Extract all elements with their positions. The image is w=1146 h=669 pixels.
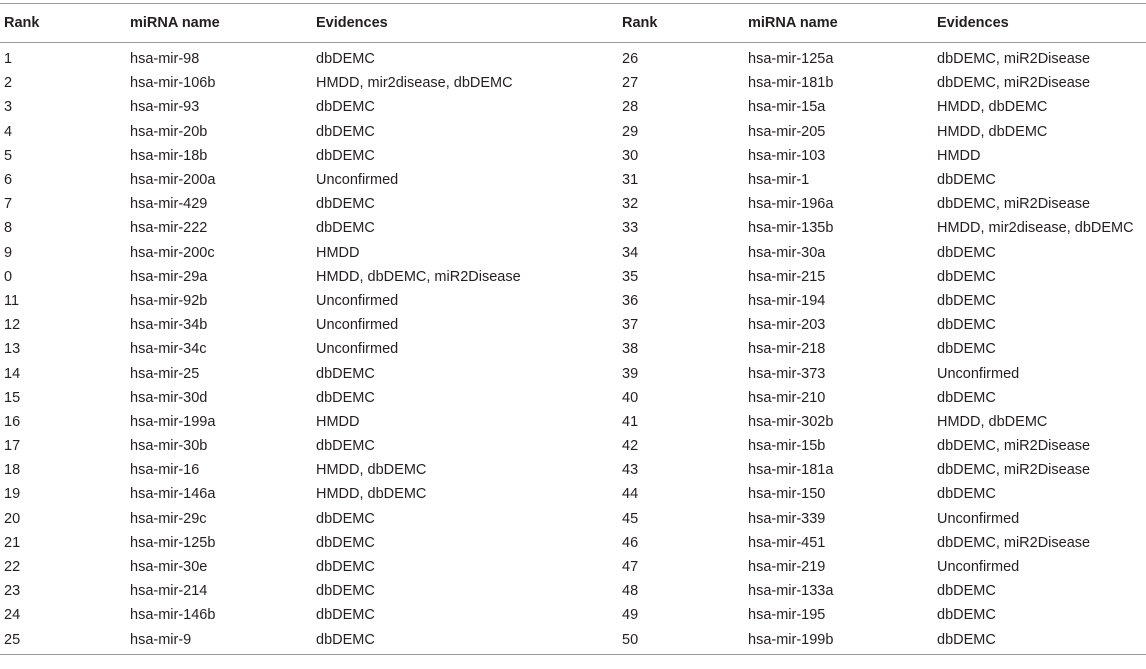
cell-rank-left: 9: [4, 244, 13, 261]
mirna-table-container: [0, 3, 1146, 655]
cell-rank-left: 12: [4, 317, 21, 334]
cell-evidences-right: dbDEMC: [937, 486, 996, 503]
cell-mirna-name-left: hsa-mir-146b: [130, 607, 216, 624]
cell-mirna-name-right: hsa-mir-181a: [748, 462, 834, 479]
cell-evidences-right: HMDD: [937, 147, 981, 164]
cell-rank-left: 2: [4, 75, 13, 92]
table-header: [0, 4, 1146, 43]
cell-evidences-left: dbDEMC: [316, 123, 375, 140]
cell-rank-right: 37: [622, 317, 639, 334]
table-row: [0, 43, 1146, 72]
cell-rank-left: 17: [4, 438, 21, 455]
cell-evidences-right: dbDEMC: [937, 268, 996, 285]
cell-evidences-right: Unconfirmed: [937, 559, 1020, 576]
cell-evidences-right: HMDD, dbDEMC: [937, 123, 1048, 140]
cell-mirna-name-right: hsa-mir-215: [748, 268, 826, 285]
cell-rank-right: 50: [622, 631, 639, 648]
cell-evidences-right: dbDEMC, miR2Disease: [937, 196, 1091, 213]
cell-mirna-name-right: hsa-mir-1: [748, 172, 810, 189]
cell-rank-left: 25: [4, 631, 21, 648]
cell-rank-left: 19: [4, 486, 21, 503]
cell-mirna-name-right: hsa-mir-203: [748, 317, 826, 334]
table-row: [0, 192, 1146, 216]
cell-evidences-left: Unconfirmed: [316, 317, 399, 334]
cell-evidences-left: dbDEMC: [316, 534, 375, 551]
cell-mirna-name-right: hsa-mir-15a: [748, 99, 826, 116]
cell-mirna-name-right: hsa-mir-194: [748, 292, 826, 309]
cell-rank-right: 34: [622, 244, 639, 261]
cell-evidences-right: dbDEMC, miR2Disease: [937, 534, 1091, 551]
cell-mirna-name-right: hsa-mir-133a: [748, 583, 834, 600]
cell-mirna-name-right: hsa-mir-150: [748, 486, 826, 503]
table-row: [0, 386, 1146, 410]
cell-rank-right: 49: [622, 607, 639, 624]
cell-evidences-left: dbDEMC: [316, 196, 375, 213]
table-row: [0, 120, 1146, 144]
cell-mirna-name-left: hsa-mir-200a: [130, 172, 216, 189]
table-row: [0, 361, 1146, 385]
cell-evidences-right: Unconfirmed: [937, 510, 1020, 527]
cell-mirna-name-right: hsa-mir-30a: [748, 244, 826, 261]
cell-mirna-name-left: hsa-mir-92b: [130, 292, 208, 309]
cell-rank-left: 23: [4, 583, 21, 600]
cell-rank-right: 38: [622, 341, 639, 358]
cell-mirna-name-right: hsa-mir-125a: [748, 51, 834, 68]
cell-rank-right: 45: [622, 510, 639, 527]
cell-mirna-name-left: hsa-mir-29c: [130, 510, 207, 527]
table-row: [0, 579, 1146, 603]
cell-evidences-left: dbDEMC: [316, 631, 375, 648]
cell-evidences-left: HMDD: [316, 413, 360, 430]
table-row: [0, 603, 1146, 627]
table-row: [0, 71, 1146, 95]
table-row: [0, 95, 1146, 119]
cell-mirna-name-right: hsa-mir-196a: [748, 196, 834, 213]
header-rank-right: Rank: [622, 15, 658, 31]
cell-rank-left: 21: [4, 534, 21, 551]
cell-mirna-name-left: hsa-mir-93: [130, 99, 200, 116]
cell-rank-left: 8: [4, 220, 13, 237]
cell-evidences-right: Unconfirmed: [937, 365, 1020, 382]
table-row: [0, 265, 1146, 289]
cell-mirna-name-left: hsa-mir-34c: [130, 341, 207, 358]
cell-evidences-left: dbDEMC: [316, 220, 375, 237]
cell-mirna-name-left: hsa-mir-30e: [130, 559, 208, 576]
cell-mirna-name-left: hsa-mir-20b: [130, 123, 208, 140]
cell-mirna-name-right: hsa-mir-195: [748, 607, 826, 624]
cell-rank-right: 39: [622, 365, 639, 382]
cell-evidences-right: dbDEMC: [937, 292, 996, 309]
cell-rank-right: 47: [622, 559, 639, 576]
cell-rank-left: 24: [4, 607, 21, 624]
cell-mirna-name-left: hsa-mir-29a: [130, 268, 208, 285]
cell-rank-right: 35: [622, 268, 639, 285]
cell-evidences-left: dbDEMC: [316, 510, 375, 527]
table-row: [0, 482, 1146, 506]
cell-mirna-name-right: hsa-mir-219: [748, 559, 826, 576]
table-row: [0, 168, 1146, 192]
cell-rank-left: 13: [4, 341, 21, 358]
cell-rank-right: 29: [622, 123, 639, 140]
cell-rank-left: 6: [4, 172, 13, 189]
table-row: [0, 434, 1146, 458]
cell-evidences-right: dbDEMC: [937, 583, 996, 600]
cell-evidences-right: dbDEMC: [937, 172, 996, 189]
cell-rank-left: 1: [4, 51, 13, 68]
cell-evidences-left: Unconfirmed: [316, 341, 399, 358]
cell-evidences-right: HMDD, mir2disease, dbDEMC: [937, 220, 1134, 237]
cell-evidences-left: HMDD, dbDEMC: [316, 462, 427, 479]
cell-evidences-right: dbDEMC: [937, 244, 996, 261]
cell-mirna-name-right: hsa-mir-339: [748, 510, 826, 527]
header-mirna-name-left: miRNA name: [130, 15, 220, 31]
cell-mirna-name-right: hsa-mir-210: [748, 389, 826, 406]
cell-evidences-right: dbDEMC, miR2Disease: [937, 462, 1091, 479]
header-evidences-left: Evidences: [316, 15, 388, 31]
cell-mirna-name-right: hsa-mir-199b: [748, 631, 834, 648]
cell-mirna-name-left: hsa-mir-16: [130, 462, 200, 479]
table-row: [0, 555, 1146, 579]
cell-rank-right: 33: [622, 220, 639, 237]
cell-evidences-right: HMDD, dbDEMC: [937, 99, 1048, 116]
table-row: [0, 144, 1146, 168]
table-row: [0, 241, 1146, 265]
cell-mirna-name-left: hsa-mir-106b: [130, 75, 216, 92]
cell-mirna-name-left: hsa-mir-9: [130, 631, 192, 648]
cell-mirna-name-left: hsa-mir-429: [130, 196, 208, 213]
cell-evidences-right: dbDEMC: [937, 389, 996, 406]
cell-evidences-right: dbDEMC, miR2Disease: [937, 75, 1091, 92]
cell-mirna-name-right: hsa-mir-181b: [748, 75, 834, 92]
table-body: [0, 43, 1146, 655]
cell-mirna-name-left: hsa-mir-222: [130, 220, 208, 237]
header-evidences-right: Evidences: [937, 15, 1009, 31]
cell-mirna-name-left: hsa-mir-214: [130, 583, 208, 600]
cell-rank-right: 46: [622, 534, 639, 551]
cell-mirna-name-left: hsa-mir-30b: [130, 438, 208, 455]
cell-rank-left: 11: [4, 292, 20, 309]
cell-evidences-left: dbDEMC: [316, 389, 375, 406]
header-mirna-name-right: miRNA name: [748, 15, 838, 31]
table-row: [0, 216, 1146, 240]
cell-evidences-right: dbDEMC: [937, 317, 996, 334]
cell-rank-left: 7: [4, 196, 13, 213]
cell-rank-left: 3: [4, 99, 13, 116]
cell-evidences-right: dbDEMC, miR2Disease: [937, 51, 1091, 68]
cell-rank-right: 28: [622, 99, 639, 116]
table-row: [0, 410, 1146, 434]
cell-mirna-name-left: hsa-mir-25: [130, 365, 200, 382]
table-row: [0, 628, 1146, 655]
table-row: [0, 507, 1146, 531]
cell-rank-left: 18: [4, 462, 21, 479]
cell-evidences-right: dbDEMC: [937, 607, 996, 624]
cell-mirna-name-right: hsa-mir-218: [748, 341, 826, 358]
table-row: [0, 289, 1146, 313]
cell-rank-right: 41: [622, 413, 639, 430]
cell-rank-left: 20: [4, 510, 21, 527]
cell-evidences-right: dbDEMC: [937, 341, 996, 358]
cell-mirna-name-right: hsa-mir-451: [748, 534, 826, 551]
cell-rank-right: 26: [622, 51, 639, 68]
cell-rank-left: 22: [4, 559, 21, 576]
table-row: [0, 337, 1146, 361]
cell-mirna-name-right: hsa-mir-103: [748, 147, 826, 164]
cell-rank-right: 36: [622, 292, 639, 309]
cell-mirna-name-left: hsa-mir-200c: [130, 244, 215, 261]
header-rank-left: Rank: [4, 15, 40, 31]
table-row: [0, 458, 1146, 482]
cell-rank-left: 0: [4, 268, 13, 285]
cell-evidences-left: HMDD, mir2disease, dbDEMC: [316, 75, 513, 92]
cell-mirna-name-left: hsa-mir-199a: [130, 413, 216, 430]
cell-evidences-left: dbDEMC: [316, 99, 375, 116]
cell-evidences-left: dbDEMC: [316, 583, 375, 600]
cell-rank-right: 44: [622, 486, 639, 503]
cell-mirna-name-left: hsa-mir-34b: [130, 317, 208, 334]
cell-evidences-left: HMDD: [316, 244, 360, 261]
cell-mirna-name-left: hsa-mir-146a: [130, 486, 216, 503]
table-row: [0, 313, 1146, 337]
cell-mirna-name-right: hsa-mir-373: [748, 365, 826, 382]
cell-mirna-name-right: hsa-mir-302b: [748, 413, 834, 430]
cell-evidences-right: dbDEMC, miR2Disease: [937, 438, 1091, 455]
cell-mirna-name-left: hsa-mir-98: [130, 51, 200, 68]
cell-mirna-name-left: hsa-mir-30d: [130, 389, 208, 406]
mirna-ranking-table: [0, 3, 1146, 655]
table-row: [0, 531, 1146, 555]
cell-mirna-name-right: hsa-mir-15b: [748, 438, 826, 455]
cell-evidences-left: dbDEMC: [316, 147, 375, 164]
cell-mirna-name-left: hsa-mir-18b: [130, 147, 208, 164]
cell-mirna-name-right: hsa-mir-205: [748, 123, 826, 140]
cell-evidences-left: dbDEMC: [316, 559, 375, 576]
cell-evidences-left: HMDD, dbDEMC: [316, 486, 427, 503]
cell-evidences-right: dbDEMC: [937, 631, 996, 648]
cell-evidences-left: Unconfirmed: [316, 292, 399, 309]
cell-rank-left: 16: [4, 413, 21, 430]
cell-rank-right: 42: [622, 438, 639, 455]
cell-rank-right: 31: [622, 172, 639, 189]
cell-rank-right: 40: [622, 389, 639, 406]
cell-rank-left: 5: [4, 147, 13, 164]
cell-rank-right: 32: [622, 196, 639, 213]
cell-mirna-name-right: hsa-mir-135b: [748, 220, 834, 237]
cell-evidences-right: HMDD, dbDEMC: [937, 413, 1048, 430]
cell-rank-right: 48: [622, 583, 639, 600]
cell-evidences-left: HMDD, dbDEMC, miR2Disease: [316, 268, 521, 285]
cell-evidences-left: dbDEMC: [316, 438, 375, 455]
cell-evidences-left: Unconfirmed: [316, 172, 399, 189]
cell-rank-right: 30: [622, 147, 639, 164]
header-row: [0, 4, 1146, 43]
cell-evidences-left: dbDEMC: [316, 607, 375, 624]
cell-rank-left: 4: [4, 123, 13, 140]
cell-rank-left: 14: [4, 365, 21, 382]
cell-rank-left: 15: [4, 389, 21, 406]
cell-rank-right: 27: [622, 75, 639, 92]
cell-evidences-left: dbDEMC: [316, 365, 375, 382]
cell-mirna-name-left: hsa-mir-125b: [130, 534, 216, 551]
cell-rank-right: 43: [622, 462, 639, 479]
cell-evidences-left: dbDEMC: [316, 51, 375, 68]
